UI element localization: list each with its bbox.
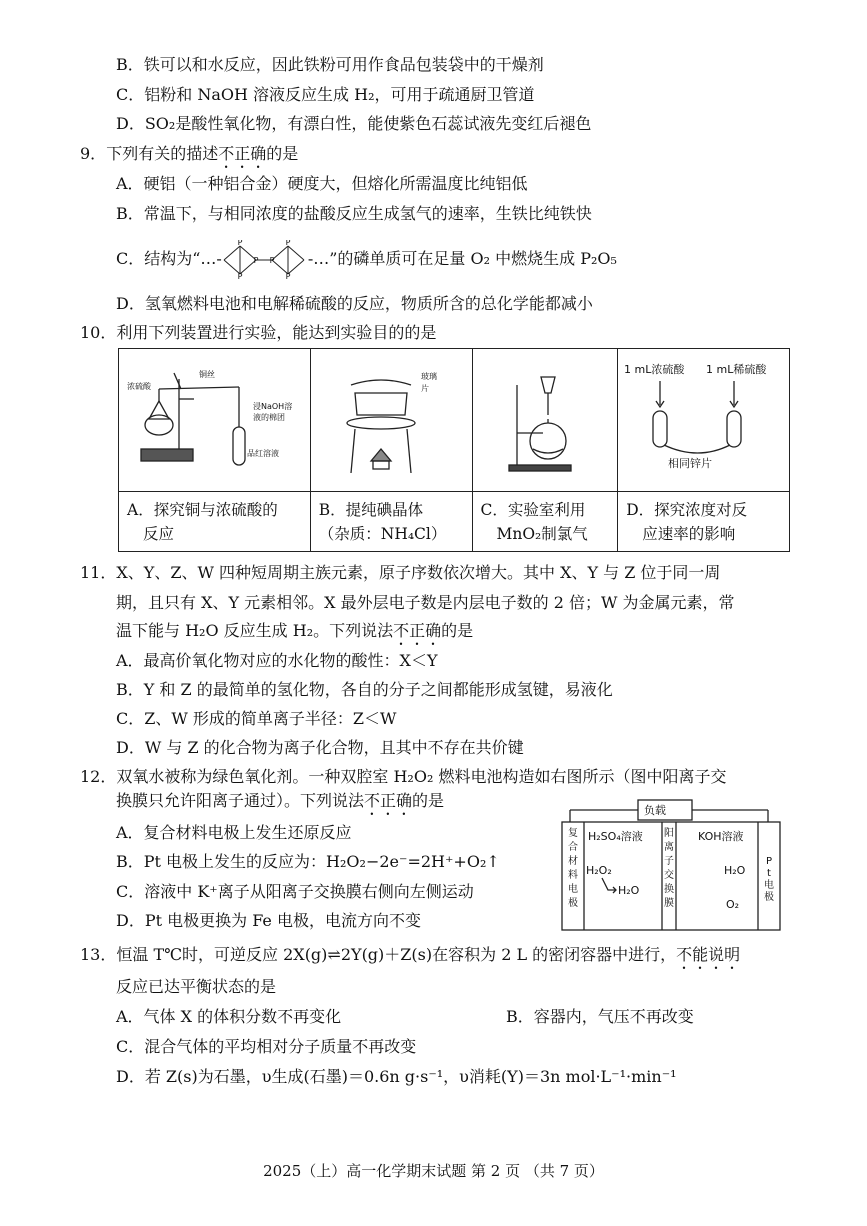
apparatus-c-image xyxy=(472,349,618,492)
phosphorus-structure-diagram xyxy=(222,240,308,280)
membrane-char: 交 xyxy=(664,870,674,881)
apparatus-b-caption xyxy=(310,492,472,552)
page-footer: 2025（上）高一化学期末试题 第 2 页 （共 7 页） xyxy=(263,1162,604,1180)
apparatus-d-image xyxy=(618,349,790,492)
q11-stem-emphasis: 不正确 xyxy=(393,621,442,640)
p-atom: P xyxy=(253,255,259,265)
h2o2-label: H₂O₂ xyxy=(586,864,612,877)
h2o-right-label: H₂O xyxy=(724,864,746,877)
q13-stem-text: 恒温 T℃时，可逆反应 2X(g)⇌2Y(g)＋Z(s)在容积为 2 L 的密闭容器中进行， xyxy=(116,945,677,964)
apparatus-c-caption xyxy=(472,492,618,552)
load-label: 负载 xyxy=(644,804,666,817)
caption-line: MnO₂制氯气 xyxy=(496,524,588,543)
apparatus-d-label: 相同锌片 xyxy=(668,457,713,470)
q11-option-b: B．Y 和 Z 的最简单的氢化物，各自的分子之间都能形成氢键，易液化 xyxy=(116,680,613,699)
apparatus-a-label: 液的棉团 xyxy=(253,413,285,422)
left-electrode-char: 电 xyxy=(568,884,578,895)
membrane-char: 离 xyxy=(664,842,674,853)
q9-stem-text-b: 的是 xyxy=(266,144,299,163)
q13-option-d: D．若 Z(s)为石墨，υ生成(石墨)＝0.6n g·s⁻¹，υ消耗(Y)＝3n mol·L⁻¹·min⁻¹ xyxy=(116,1067,677,1086)
q11-option-d: D．W 与 Z 的化合物为离子化合物，且其中不存在共价键 xyxy=(116,738,524,757)
fuel-cell-diagram xyxy=(558,788,784,934)
right-electrode-char: 电 xyxy=(764,880,774,891)
left-electrode-char: 极 xyxy=(568,898,578,909)
left-electrode-char: 材 xyxy=(568,856,578,867)
p-atom: P xyxy=(269,255,275,265)
p-atom: P xyxy=(237,239,243,247)
q11-option-a: A．最高价氧化物对应的水化物的酸性：X＜Y xyxy=(116,651,438,670)
caption-line: B．提纯碘晶体 xyxy=(318,500,424,519)
membrane-char: 换 xyxy=(664,884,674,895)
q9-stem xyxy=(80,143,298,172)
p-atom: P xyxy=(285,271,291,280)
q9-stem-emphasis: 不正确 xyxy=(218,144,267,163)
apparatus-d-label: 1 mL浓硫酸 xyxy=(624,363,685,376)
apparatus-a-image xyxy=(119,349,311,492)
q11-number: 11． xyxy=(80,563,117,582)
q13-option-b: B．容器内，气压不再改变 xyxy=(506,1007,694,1026)
q13-number: 13． xyxy=(80,945,117,964)
q12-option-a: A．复合材料电极上发生还原反应 xyxy=(116,823,352,842)
left-electrode-char: 复 xyxy=(568,828,578,839)
membrane-char: 阳 xyxy=(664,828,674,839)
q11-stem-text: 温下能与 H₂O 反应生成 H₂。下列说法 xyxy=(116,621,394,640)
caption-line: （杂质：NH₄Cl） xyxy=(318,524,447,543)
q13-option-c: C．混合气体的平均相对分子质量不再改变 xyxy=(116,1037,417,1056)
q9-stem-text-a: 下列有关的描述 xyxy=(106,144,219,163)
q12-stem-text: 换膜只允许阳离子通过）。下列说法 xyxy=(116,791,365,810)
apparatus-a-label: 铜丝 xyxy=(199,370,215,379)
right-electrode-char: t xyxy=(767,868,771,879)
apparatus-b-label: 玻璃 xyxy=(420,372,437,381)
apparatus-a-label: 浓硫酸 xyxy=(127,382,151,391)
apparatus-b-label: 片 xyxy=(420,384,429,393)
apparatus-d-diagram xyxy=(618,349,788,487)
right-solution-label: KOH溶液 xyxy=(698,830,744,843)
q10-number: 10． xyxy=(80,323,117,342)
q11-option-c: C．Z、W 形成的简单离子半径：Z＜W xyxy=(116,709,397,728)
caption-line: 反应 xyxy=(143,524,175,543)
q13-stem-line1 xyxy=(80,944,740,973)
membrane-char: 膜 xyxy=(664,898,674,909)
q9-option-a: A．硬铝（一种铝合金）硬度大，但熔化所需温度比纯铝低 xyxy=(116,174,528,193)
o2-label: O₂ xyxy=(726,898,740,911)
q9-option-b: B．常温下，与相同浓度的盐酸反应生成氢气的速率，生铁比纯铁快 xyxy=(116,204,592,223)
right-electrode-char: P xyxy=(765,856,773,867)
q9-option-c-text-a: C．结构为“…- xyxy=(116,249,222,268)
q12-option-c: C．溶液中 K⁺离子从阳离子交换膜右侧向左侧运动 xyxy=(116,882,474,901)
q12-stem-line2 xyxy=(116,790,444,819)
q13-stem-emphasis: 不能说明 xyxy=(676,945,741,964)
q13-option-a: A．气体 X 的体积分数不再变化 xyxy=(116,1007,342,1026)
left-electrode-char: 料 xyxy=(568,870,578,881)
left-electrode-char: 合 xyxy=(568,842,578,853)
apparatus-a-label: 品红溶液 xyxy=(247,449,279,458)
q10-apparatus-table xyxy=(118,348,790,552)
q11-stem-line1 xyxy=(80,562,720,584)
q10-stem xyxy=(80,322,436,344)
q12-stem-emphasis: 不正确 xyxy=(364,791,413,810)
q12-stem-text: 双氧水被称为绿色氧化剂。一种双腔室 H₂O₂ 燃料电池构造如右图所示（图中阳离子交 xyxy=(116,767,727,786)
q11-stem-text: X、Y、Z、W 四种短周期主族元素，原子序数依次增大。其中 X、Y 与 Z 位于同一周 xyxy=(116,563,721,582)
apparatus-d-caption xyxy=(618,492,790,552)
apparatus-a-label: 浸NaOH溶 xyxy=(253,402,293,411)
apparatus-a-caption xyxy=(119,492,311,552)
p-atom: P xyxy=(237,271,243,280)
q12-option-b: B．Pt 电极上发生的反应为：H₂O₂−2e⁻=2H⁺+O₂↑ xyxy=(116,852,500,871)
q11-stem-line3 xyxy=(116,620,473,649)
caption-line: D．探究浓度对反 xyxy=(626,500,748,519)
q10-stem-text: 利用下列装置进行实验，能达到实验目的的是 xyxy=(116,323,437,342)
caption-line: C．实验室利用 xyxy=(480,500,586,519)
q8-option-c: C．铝粉和 NaOH 溶液反应生成 H₂，可用于疏通厨卫管道 xyxy=(116,85,535,104)
caption-line: 应速率的影响 xyxy=(642,524,736,543)
caption-line: A．探究铜与浓硫酸的 xyxy=(127,500,278,519)
q9-option-c-text-b: -…”的磷单质可在足量 O₂ 中燃烧生成 P₂O₅ xyxy=(307,249,617,268)
q12-option-d: D．Pt 电极更换为 Fe 电极，电流方向不变 xyxy=(116,911,421,930)
left-solution-label: H₂SO₄溶液 xyxy=(588,830,643,843)
q11-stem-line2: 期，且只有 X、Y 元素相邻。X 最外层电子数是内层电子数的 2 倍；W 为金属元素，常 xyxy=(116,593,735,612)
q8-option-b: B．铁可以和水反应，因此铁粉可用作食品包装袋中的干燥剂 xyxy=(116,55,544,74)
right-electrode-char: 极 xyxy=(764,892,774,903)
q11-stem-text: 的是 xyxy=(441,621,474,640)
q12-number: 12． xyxy=(80,767,117,786)
apparatus-a-diagram xyxy=(119,349,309,487)
apparatus-b-image xyxy=(310,349,472,492)
q8-option-d: D．SO₂是酸性氧化物，有漂白性，能使紫色石蕊试液先变红后褪色 xyxy=(116,114,592,133)
q9-option-d: D．氢氧燃料电池和电解稀硫酸的反应，物质所含的总化学能都减小 xyxy=(116,294,593,313)
q12-stem-line1 xyxy=(80,766,726,788)
apparatus-b-diagram xyxy=(311,349,471,487)
h2o-left-label: H₂O xyxy=(618,884,640,897)
membrane-char: 子 xyxy=(664,856,674,867)
q9-option-c xyxy=(116,239,617,280)
p-atom: P xyxy=(285,239,291,247)
q12-stem-text: 的是 xyxy=(412,791,445,810)
apparatus-c-diagram xyxy=(473,349,617,487)
q9-number: 9． xyxy=(80,144,107,163)
apparatus-d-label: 1 mL稀硫酸 xyxy=(706,363,767,376)
q13-stem-line2: 反应已达平衡状态的是 xyxy=(116,977,277,996)
